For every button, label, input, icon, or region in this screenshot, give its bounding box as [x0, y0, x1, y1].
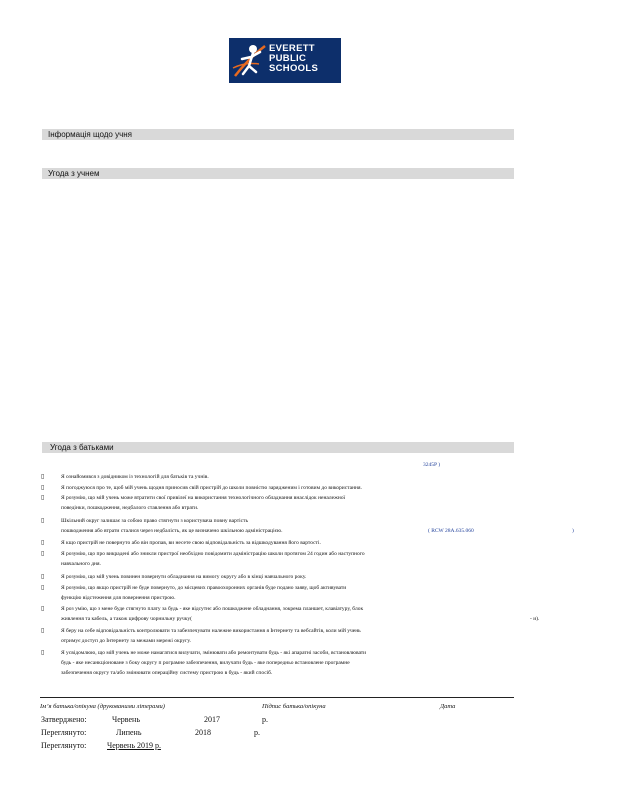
list-item: Я усвідомлюю, що мій учень не може намагатися вилучати, змінювати або ремонтувати будь - які апаратні засоби, встановлювати — [61, 650, 367, 656]
list-bullet: ▯ — [41, 606, 45, 612]
list-item: Шкільний округ залишає за собою право стягнути з користувача повну вартість — [61, 518, 248, 524]
approval-month: Червень — [112, 715, 140, 724]
list-bullet: ▯ — [41, 485, 45, 491]
approval-month: Липень — [116, 728, 142, 737]
approval-suffix: р. — [254, 728, 260, 737]
district-logo — [229, 38, 341, 83]
list-item: Я беру на себе відповідальність контролювати та забезпечувати належне використання я Інтернету та вебсайтів, коли мій учень — [61, 628, 361, 634]
list-item-tail: - и). — [530, 616, 540, 622]
list-item-cont: пошкодження або втрати сталися через недбалість, як це визначено шкільною адміністрацією. — [61, 528, 283, 534]
rcw-reference: ( RCW 28A.635.060 — [428, 528, 474, 534]
list-item: Я розумію, що мій учень може втратити свої привілеї на використання технологічного обладнання внаслідок неналежної — [61, 495, 346, 501]
list-item: Я розумію, що про викрадені або зникли пристрої необхідно повідомити адміністрацію школи протягом 24 годин або наступного — [61, 551, 365, 557]
list-bullet: ▯ — [41, 474, 45, 480]
list-bullet: ▯ — [41, 495, 45, 501]
list-item: Я ознайомився з довідником із технологій для батьків та учнів. — [61, 474, 209, 480]
approval-year: 2018 — [195, 728, 211, 737]
list-bullet: ▯ — [41, 518, 45, 524]
approval-year: 2017 — [204, 715, 220, 724]
list-bullet: ▯ — [41, 574, 45, 580]
list-bullet: ▯ — [41, 650, 45, 656]
list-item: Я кщо пристрій не повернуто або він пропав, ви несете свою відповідальність за відшкодування його вартості. — [61, 540, 321, 546]
list-bullet: ▯ — [41, 540, 45, 546]
list-item-cont: отримує доступ до Інтернету за межами мережі округу. — [61, 638, 191, 644]
list-item-cont: поведінки, пошкодження, недбалого ставлення або втрати. — [61, 505, 199, 511]
section-parent-agreement: Угода з батьками — [42, 442, 514, 453]
list-bullet: ▯ — [41, 551, 45, 557]
logo-line-3: SCHOOLS — [269, 63, 319, 74]
rcw-reference-top: 3245P ) — [423, 462, 441, 468]
parent-signature-label: Підпис батька/опікуна — [262, 703, 326, 710]
list-item-cont: будь - яке несанкціоноване з боку округу п рограмне забезпечення, вилучати будь - яке попередньо встановлене програмне — [61, 660, 350, 666]
rcw-reference-close: ) — [572, 528, 574, 534]
list-item-cont: навчального дня. — [61, 561, 101, 567]
list-item: Я розумію, що якщо пристрій не буде повернуто, до місцевих правоохоронних органів буде подано заяву, щоб активувати — [61, 585, 347, 591]
approval-label: Затверджено: — [41, 715, 87, 724]
section-student-agreement: Угода з учнем — [42, 168, 514, 179]
approval-label: Переглянуто: — [41, 741, 87, 750]
list-item-cont: забезпечення округу та/або змінювати операційну систему пристрою в будь - який спосіб. — [61, 670, 273, 676]
signature-line — [40, 697, 514, 698]
parent-name-label: Ім’я батька/опікуна (друкованими літерами) — [40, 703, 165, 710]
list-item-cont: живлення та кабель, а також цифрову чорнильну ручку( — [61, 616, 192, 622]
approval-suffix: р. — [262, 715, 268, 724]
list-item-cont: функцію відстеження для повернення пристрою. — [61, 595, 176, 601]
logo-figure-icon — [229, 38, 269, 83]
date-label: Дата — [440, 703, 456, 710]
section-student-info: Інформація щодо учня — [42, 129, 514, 140]
list-item: Я погоджуюся про те, щоб мій учень щодня приносив свій пристрій до школи повністю зарядженим і готовим до використання. — [61, 485, 362, 491]
list-bullet: ▯ — [41, 585, 45, 591]
list-item: Я розумію, що мій учень повинен повернути обладнання на вимогу округу або в кінці навчального року. — [61, 574, 307, 580]
list-item: Я роз умію, що з мене буде стягнуто плату за будь - яке відсутнє або пошкоджене обладнання, зокрема планшет, клавіатуру, блок — [61, 606, 364, 612]
approval-label: Переглянуто: — [41, 728, 87, 737]
logo-line-1: EVERETT — [269, 43, 315, 54]
approval-value: Червень 2019 р. — [107, 741, 161, 750]
list-bullet: ▯ — [41, 628, 45, 634]
logo-line-2: PUBLIC — [269, 53, 307, 64]
